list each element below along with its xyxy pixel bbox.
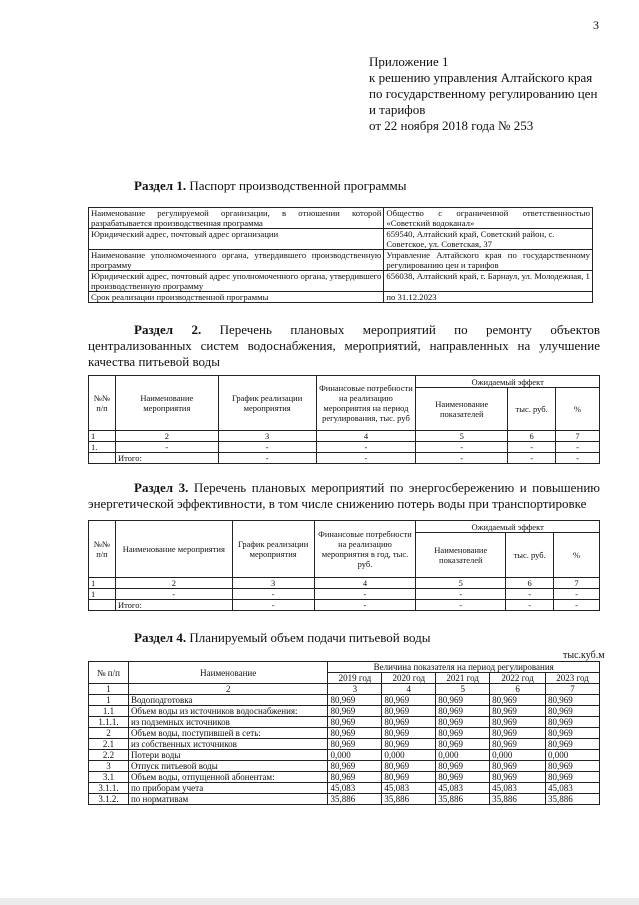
passport-label: Юридический адрес, почтовый адрес организации	[89, 229, 384, 250]
value-cell: 80,969	[546, 739, 600, 750]
col-header-name: Наименование	[128, 662, 328, 684]
value-cell: 80,969	[436, 717, 490, 728]
value-cell: 80,969	[382, 695, 436, 706]
value-cell: 35,886	[382, 794, 436, 805]
section4-volume-table	[88, 661, 600, 805]
col-number: 2	[128, 684, 328, 695]
appendix-line: к решению управления Алтайского края	[369, 70, 593, 85]
value-cell: 80,969	[490, 695, 546, 706]
table-header-row	[89, 376, 600, 388]
row-name: по нормативам	[128, 794, 328, 805]
col-number: 7	[554, 578, 600, 589]
table-row	[89, 208, 593, 229]
col-header-name: Наименование мероприятия	[115, 376, 218, 431]
col-header-schedule: График реализации мероприятия	[218, 376, 316, 431]
cell: 1.	[89, 442, 116, 453]
value-cell: 80,969	[436, 728, 490, 739]
col-number: 6	[506, 578, 554, 589]
passport-label: Наименование уполномоченного органа, утвердившего производственную программу	[89, 250, 384, 271]
col-header-period: Величина показателя на период регулирования	[328, 662, 600, 673]
cell: -	[416, 600, 506, 611]
value-cell: 45,083	[546, 783, 600, 794]
value-cell: 80,969	[436, 695, 490, 706]
col-header-indicators: Наименование показателей	[416, 388, 508, 431]
col-header-indicators: Наименование показателей	[416, 533, 506, 578]
col-header-year: 2021 год	[436, 673, 490, 684]
appendix-line: Приложение 1	[369, 54, 449, 69]
col-number: 4	[316, 431, 416, 442]
row-num: 3.1	[89, 772, 129, 783]
passport-value: по 31.12.2023	[384, 292, 593, 303]
value-cell: 80,969	[490, 761, 546, 772]
row-name: Водоподготовка	[128, 695, 328, 706]
value-cell: 80,969	[328, 695, 382, 706]
cell: -	[314, 589, 416, 600]
cell: -	[554, 589, 600, 600]
col-number: 1	[89, 431, 116, 442]
appendix-line: от 22 ноября 2018 года № 253	[369, 118, 534, 133]
volume-rows	[89, 695, 600, 805]
cell: -	[506, 589, 554, 600]
table-row	[89, 772, 600, 783]
column-number-row	[89, 578, 600, 589]
value-cell: 80,969	[382, 706, 436, 717]
value-cell: 80,969	[328, 761, 382, 772]
appendix-line: по государственному регулированию цен	[369, 86, 598, 101]
table-row	[89, 717, 600, 728]
value-cell: 80,969	[436, 772, 490, 783]
value-cell: 0,000	[436, 750, 490, 761]
cell: -	[232, 589, 314, 600]
passport-value: Общество с ограниченной ответственностью «Советский водоканал»	[384, 208, 593, 229]
row-num: 2.1	[89, 739, 129, 750]
value-cell: 0,000	[490, 750, 546, 761]
row-name: Потери воды	[128, 750, 328, 761]
section3-table	[88, 520, 600, 611]
value-cell: 80,969	[436, 761, 490, 772]
section3-title: Раздел 3. Перечень плановых мероприятий по энергосбережению и повышению энергетической эффективности, в том числе снижению потерь воды при транспортировке	[88, 480, 600, 511]
cell: -	[416, 589, 506, 600]
passport-label: Юридический адрес, почтовый адрес уполномоченного органа, утвердившего производственную программу	[89, 271, 384, 292]
value-cell: 80,969	[490, 728, 546, 739]
row-num: 3	[89, 761, 129, 772]
value-cell: 80,969	[328, 706, 382, 717]
cell: -	[416, 442, 508, 453]
passport-label: Наименование регулируемой организации, в отношении которой разрабатывается производственная программа	[89, 208, 384, 229]
table-row	[89, 250, 593, 271]
section2-title: Раздел 2. Перечень плановых мероприятий по ремонту объектов централизованных систем водоснабжения, мероприятий, направленных на улучшение качества питьевой воды	[88, 322, 600, 369]
appendix-line: и тарифов	[369, 102, 426, 117]
value-cell: 45,083	[328, 783, 382, 794]
col-number: 4	[314, 578, 416, 589]
passport-value: 656038, Алтайский край, г. Барнаул, ул. Молодежная, 1	[384, 271, 593, 292]
table-header-row	[89, 521, 600, 533]
cell: -	[316, 453, 416, 464]
table-row	[89, 695, 600, 706]
value-cell: 80,969	[546, 695, 600, 706]
cell: -	[506, 600, 554, 611]
row-name: по приборам учета	[128, 783, 328, 794]
row-name: Объем воды, поступившей в сеть:	[128, 728, 328, 739]
section1-title: Раздел 1. Паспорт производственной программы	[134, 178, 407, 193]
col-header-num: №№ п/п	[89, 521, 116, 578]
col-header-finance: Финансовые потребности на реализацию мероприятия на период регулирования, тыс. руб	[316, 376, 416, 431]
value-cell: 80,969	[382, 728, 436, 739]
cell: -	[232, 600, 314, 611]
value-cell: 45,083	[436, 783, 490, 794]
col-header-year: 2023 год	[546, 673, 600, 684]
col-number: 4	[382, 684, 436, 695]
col-number: 7	[556, 431, 600, 442]
value-cell: 80,969	[546, 728, 600, 739]
col-header-schedule: График реализации мероприятия	[232, 521, 314, 578]
col-header-percent: %	[554, 533, 600, 578]
row-name: Объем воды, отпущенной абонентам:	[128, 772, 328, 783]
table-row	[89, 589, 600, 600]
value-cell: 80,969	[546, 761, 600, 772]
cell	[89, 600, 116, 611]
value-cell: 35,886	[436, 794, 490, 805]
value-cell: 80,969	[436, 739, 490, 750]
cell: -	[508, 442, 556, 453]
col-number: 5	[416, 431, 508, 442]
value-cell: 80,969	[546, 717, 600, 728]
value-cell: 80,969	[382, 772, 436, 783]
section2-table	[88, 375, 600, 464]
value-cell: 80,969	[382, 761, 436, 772]
col-number: 5	[416, 578, 506, 589]
page-number: 3	[593, 18, 599, 32]
cell: 1	[89, 589, 116, 600]
value-cell: 80,969	[382, 717, 436, 728]
col-number: 3	[218, 431, 316, 442]
table-row	[89, 728, 600, 739]
row-name: из подземных источников	[128, 717, 328, 728]
value-cell: 0,000	[382, 750, 436, 761]
value-cell: 45,083	[382, 783, 436, 794]
value-cell: 35,886	[490, 794, 546, 805]
scan-edge	[0, 898, 639, 905]
section4-title: Раздел 4. Планируемый объем подачи питьевой воды	[134, 630, 431, 645]
total-label: Итого:	[115, 453, 218, 464]
row-num: 3.1.2.	[89, 794, 129, 805]
value-cell: 0,000	[546, 750, 600, 761]
total-label: Итого:	[115, 600, 232, 611]
value-cell: 80,969	[328, 728, 382, 739]
column-number-row	[89, 431, 600, 442]
value-cell: 45,083	[490, 783, 546, 794]
col-header-year: 2022 год	[490, 673, 546, 684]
col-number: 6	[508, 431, 556, 442]
cell: -	[218, 453, 316, 464]
cell: -	[556, 442, 600, 453]
cell: -	[416, 453, 508, 464]
value-cell: 0,000	[328, 750, 382, 761]
row-num: 1.1.1.	[89, 717, 129, 728]
row-num: 3.1.1.	[89, 783, 129, 794]
table-row	[89, 794, 600, 805]
appendix-header	[369, 54, 629, 134]
value-cell: 35,886	[328, 794, 382, 805]
table-header-row	[89, 662, 600, 673]
col-number: 6	[490, 684, 546, 695]
col-header-effect: Ожидаемый эффект	[416, 376, 600, 388]
col-number: 1	[89, 684, 129, 695]
value-cell: 80,969	[328, 739, 382, 750]
total-row	[89, 600, 600, 611]
value-cell: 80,969	[490, 706, 546, 717]
col-header-thousand: тыс. руб.	[506, 533, 554, 578]
passport-value: 659540, Алтайский край, Советский район, с. Советское, ул. Советская, 37	[384, 229, 593, 250]
col-number: 1	[89, 578, 116, 589]
col-number: 2	[115, 431, 218, 442]
table-row	[89, 739, 600, 750]
col-number: 3	[232, 578, 314, 589]
value-cell: 80,969	[490, 739, 546, 750]
value-cell: 80,969	[382, 739, 436, 750]
col-header-name: Наименование мероприятия	[115, 521, 232, 578]
row-num: 2	[89, 728, 129, 739]
table-row	[89, 783, 600, 794]
table-row	[89, 761, 600, 772]
col-number: 7	[546, 684, 600, 695]
value-cell: 80,969	[490, 717, 546, 728]
table-row	[89, 442, 600, 453]
cell	[89, 453, 116, 464]
value-cell: 80,969	[328, 717, 382, 728]
row-num: 1.1	[89, 706, 129, 717]
col-number: 3	[328, 684, 382, 695]
col-header-num: № п/п	[89, 662, 129, 684]
table-row	[89, 706, 600, 717]
value-cell: 80,969	[490, 772, 546, 783]
cell: -	[316, 442, 416, 453]
cell: -	[554, 600, 600, 611]
cell: -	[314, 600, 416, 611]
col-header-percent: %	[556, 388, 600, 431]
cell: -	[508, 453, 556, 464]
cell: -	[115, 589, 232, 600]
cell: -	[556, 453, 600, 464]
cell: -	[218, 442, 316, 453]
col-number: 2	[115, 578, 232, 589]
column-number-row	[89, 684, 600, 695]
col-header-num: №№ п/п	[89, 376, 116, 431]
table-row	[89, 271, 593, 292]
col-header-effect: Ожидаемый эффект	[416, 521, 600, 533]
row-name: Объем воды из источников водоснабжения:	[128, 706, 328, 717]
table-row	[89, 750, 600, 761]
col-number: 5	[436, 684, 490, 695]
col-header-finance: Финансовые потребности на реализацию мероприятия в год, тыс. руб.	[314, 521, 416, 578]
value-cell: 80,969	[328, 772, 382, 783]
passport-label: Срок реализации производственной программы	[89, 292, 384, 303]
section1-passport-table	[88, 207, 593, 303]
table-row	[89, 292, 593, 303]
value-cell: 80,969	[436, 706, 490, 717]
row-num: 1	[89, 695, 129, 706]
row-name: Отпуск питьевой воды	[128, 761, 328, 772]
col-header-year: 2019 год	[328, 673, 382, 684]
col-header-year: 2020 год	[382, 673, 436, 684]
cell: -	[115, 442, 218, 453]
value-cell: 80,969	[546, 706, 600, 717]
passport-value: Управление Алтайского края по государственному регулированию цен и тарифов	[384, 250, 593, 271]
row-num: 2.2	[89, 750, 129, 761]
value-cell: 35,886	[546, 794, 600, 805]
row-name: из собственных источников	[128, 739, 328, 750]
col-header-thousand: тыс. руб.	[508, 388, 556, 431]
total-row	[89, 453, 600, 464]
value-cell: 80,969	[546, 772, 600, 783]
table-row	[89, 229, 593, 250]
units-label: тыс.куб.м	[563, 650, 605, 661]
